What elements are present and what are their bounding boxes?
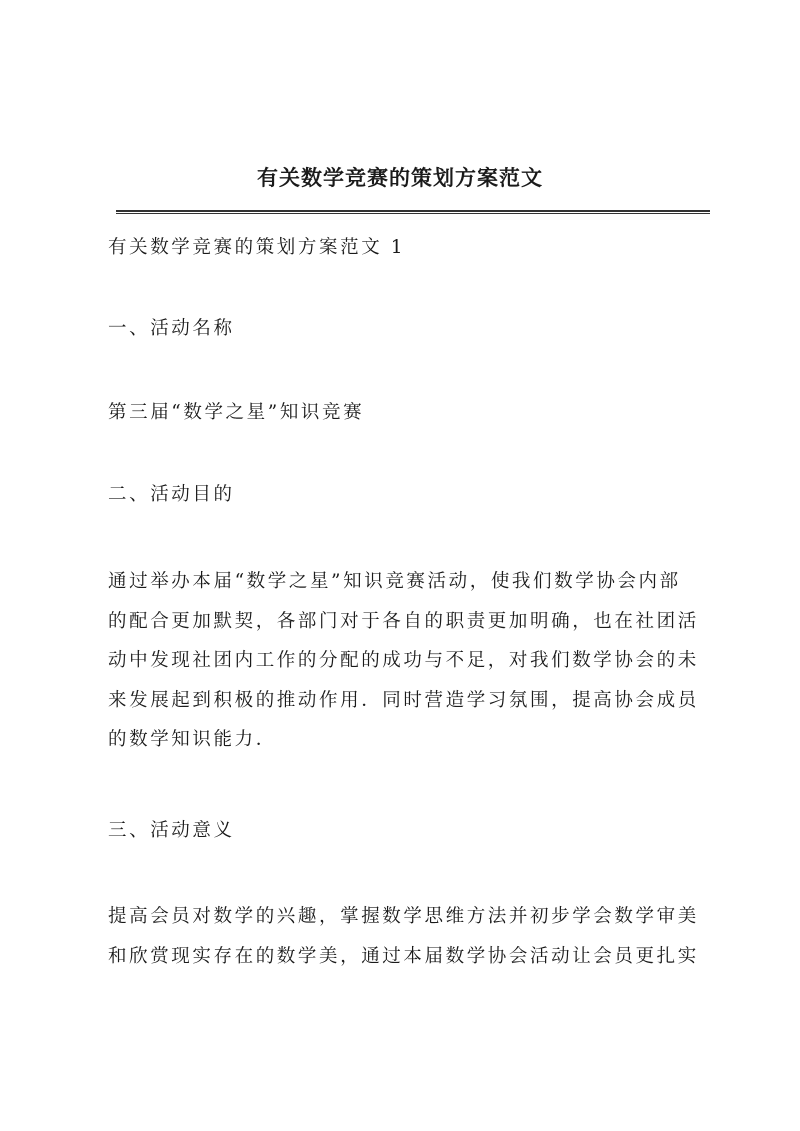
paragraph-line: 的数学知识能力．: [108, 729, 277, 750]
section-heading-activity-purpose: 二、活动目的: [108, 484, 235, 505]
document-title: 有关数学竞赛的策划方案范文: [257, 165, 543, 190]
activity-name-text: 第三届“数学之星”知识竞赛: [108, 402, 365, 423]
paragraph-line: 动中发现社团内工作的分配的成功与不足，对我们数学协会的未: [108, 650, 699, 671]
paragraph-line: 来发展起到积极的推动作用．同时营造学习氛围，提高协会成员: [108, 689, 699, 711]
title-divider: [116, 210, 710, 214]
activity-significance-paragraph: [108, 897, 718, 976]
document-subtitle: 有关数学竞赛的策划方案范文 1: [108, 237, 406, 258]
paragraph-line: 的配合更加默契，各部门对于各自的职责更加明确，也在社团活: [108, 610, 699, 632]
paragraph-line: 提高会员对数学的兴趣，掌握数学思维方法并初步学会数学审美: [108, 906, 699, 927]
activity-purpose-paragraph: [108, 562, 718, 760]
paragraph-line: 通过举办本届“数学之星”知识竞赛活动，使我们数学协会内部: [108, 571, 681, 592]
section-heading-activity-name: 一、活动名称: [108, 318, 235, 339]
paragraph-line: 和欣赏现实存在的数学美，通过本届数学协会活动让会员更扎实: [108, 945, 699, 967]
section-heading-activity-significance: 三、活动意义: [108, 820, 235, 841]
